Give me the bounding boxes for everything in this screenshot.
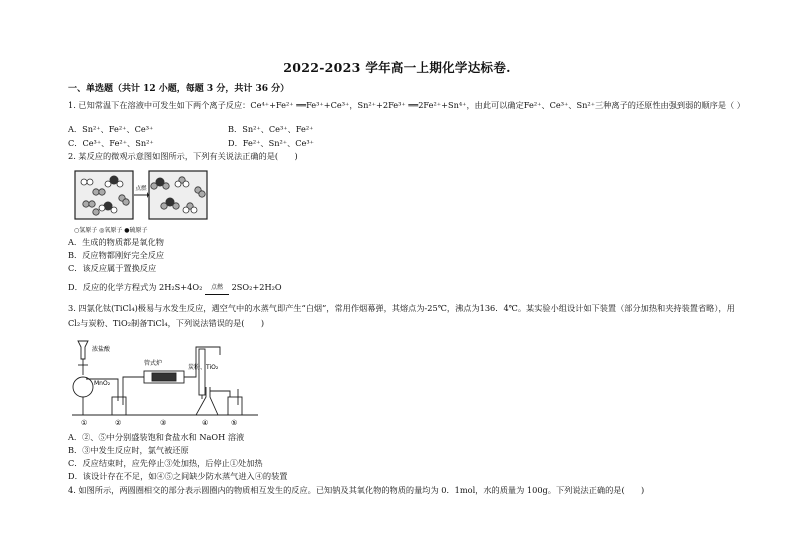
- label-mno2: MnO₂: [94, 380, 111, 387]
- section-heading: 一、单选题（共计 12 小题，每题 3 分，共计 36 分）: [68, 84, 290, 94]
- reactants-box: [75, 171, 133, 219]
- flask-1: [73, 341, 93, 415]
- label-num-1: ①: [81, 419, 88, 427]
- label-num-3: ③: [160, 419, 167, 427]
- q3-apparatus-diagram: [70, 335, 260, 427]
- q1-stem: 1. 已知常温下在溶液中可发生如下两个离子反应：Ce⁴⁺+Fe²⁺ ══Fe³⁺+Ce³⁺，Sn²⁺+2Fe³⁺ ══2Fe²⁺+Sn⁴⁺，由此可以确定Fe²⁺、Ce³⁺、Sn²⁺三种离子的还原性由强到弱的顺序是（ ）: [68, 100, 745, 110]
- q3-stem-line2: Cl₂与炭粉、TiO₂制备TiCl₄，下列说法错误的是( ): [68, 318, 265, 328]
- bottle-2: [112, 393, 126, 415]
- condenser: [199, 349, 205, 399]
- q3-option-b: B．③中发生反应时，氯气被还原: [68, 445, 189, 455]
- q3-option-d: D．该设计存在不足，如④⑤之间缺少防水蒸气进入④的装置: [68, 471, 288, 481]
- label-num-4: ④: [202, 419, 209, 427]
- q2-reaction-diagram: [74, 170, 224, 222]
- q1-option-b: B．Sn²⁺、Ce³⁺、Fe²⁺: [228, 124, 314, 134]
- q4-stem: 4. 如图所示，两圆圈相交的部分表示圆圈内的物质相互发生的反应。已知钠及其氧化物的物质的量均为 0．1mol，水的质量为 100g。下列说法正确的是( ): [68, 485, 645, 495]
- label-tube-furnace: 管式炉: [144, 360, 163, 367]
- q3-stem-line1: 3. 四氯化钛(TiCl₄)极易与水发生反应，遇空气中的水蒸气即产生“白烟”，常用作烟幕弹，其熔点为-25℃，沸点为136．4℃。某实验小组设计如下装置（部分加热和夹持装置省略），用: [68, 303, 735, 313]
- q3-option-a: A．②、⑤中分别盛装饱和食盐水和 NaOH 溶液: [68, 432, 245, 442]
- label-num-2: ②: [115, 419, 122, 427]
- q2-option-c: C．该反应属于置换反应: [68, 263, 157, 273]
- q2-option-d: [68, 282, 282, 293]
- q2-stem: 2. 某反应的微观示意图如图所示，下列有关说法正确的是( ): [68, 151, 298, 161]
- q3-option-c: C．反应结束时，应先停止③处加热，后停止①处加热: [68, 458, 263, 468]
- reaction-condition: [205, 284, 229, 291]
- arrow-label: 点燃: [135, 186, 147, 192]
- q2-legend: ○氢原子 ◎氧原子 ●硫原子: [74, 227, 148, 234]
- q1-option-a: A．Sn²⁺、Fe²⁺、Ce³⁺: [68, 124, 154, 134]
- q2-option-d-prefix: D．反应的化学方程式为 2H₂S+4O₂: [68, 282, 203, 292]
- q2-option-b: B．反应物都刚好完全反应: [68, 250, 165, 260]
- q2-option-d-suffix: 2SO₂+2H₂O: [231, 282, 282, 292]
- condition-label: 点燃: [210, 284, 223, 291]
- q1-option-c: C．Ce³⁺、Fe²⁺、Sn²⁺: [68, 138, 154, 148]
- label-acid: 浓盐酸: [92, 346, 111, 353]
- label-num-5: ⑤: [231, 419, 238, 427]
- q1-option-d: D．Fe²⁺、Sn²⁺、Ce³⁺: [228, 138, 315, 148]
- label-reagent: 炭粉、TiO₂: [188, 364, 219, 371]
- exam-title: 2022-2023 学年高一上期化学达标卷.: [283, 60, 511, 75]
- q2-option-a: A．生成的物质都是氧化物: [68, 237, 164, 247]
- tube-furnace: [144, 371, 184, 383]
